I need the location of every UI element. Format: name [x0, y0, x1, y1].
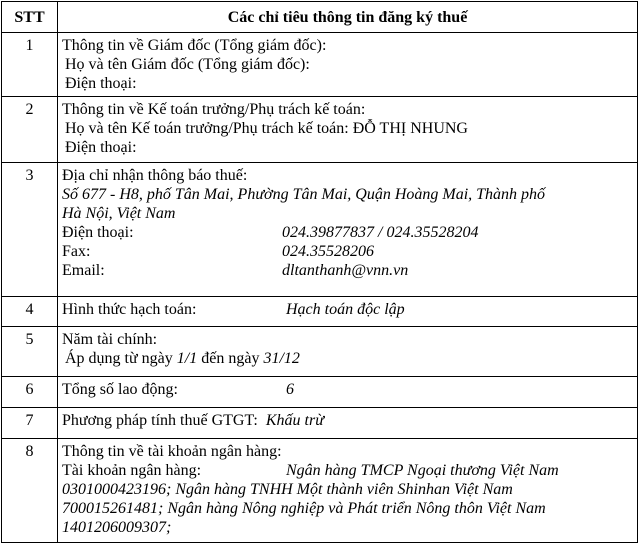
- row-content: [58, 327, 638, 377]
- tax-registration-table: [1, 1, 638, 543]
- header-title: Các chỉ tiêu thông tin đăng ký thuế: [58, 2, 638, 33]
- fax-line: [62, 242, 633, 261]
- table-row: [2, 377, 638, 408]
- fax-label: Fax:: [62, 243, 91, 260]
- header-stt: STT: [2, 2, 58, 33]
- fiscal-year-prefix: Áp dụng từ ngày: [65, 350, 177, 367]
- director-phone-label: Điện thoại:: [65, 75, 137, 92]
- bank-line-4: 1401206009307;: [62, 519, 172, 536]
- table-row: [2, 408, 638, 439]
- row-content: [58, 439, 638, 543]
- phone-value: 024.39877837 / 024.35528204: [282, 224, 479, 241]
- row-number: 2: [2, 97, 58, 163]
- bank-line-1: Ngân hàng TMCP Ngoại thương Việt Nam: [286, 462, 559, 479]
- employee-count-value: 6: [286, 381, 294, 398]
- bank-line-2: 0301000423196; Ngân hàng TNHH Một thành viên Shinhan Việt Nam: [62, 481, 513, 498]
- phone-label: Điện thoại:: [62, 224, 134, 241]
- table-row: [2, 327, 638, 377]
- row-number: 5: [2, 327, 58, 377]
- row-number: 8: [2, 439, 58, 543]
- employee-count-label: Tổng số lao động:: [62, 381, 178, 398]
- director-name-label: Họ và tên Giám đốc (Tổng giám đốc):: [65, 56, 310, 73]
- table-row: [2, 297, 638, 327]
- address-line-2: Hà Nội, Việt Nam: [62, 205, 176, 222]
- fiscal-year-to: 31/12: [263, 350, 300, 367]
- bank-info-title: Thông tin về tài khoản ngân hàng:: [62, 443, 282, 460]
- row-content: [58, 377, 638, 408]
- accounting-method-value: Hạch toán độc lập: [286, 301, 405, 318]
- director-title: Thông tin về Giám đốc (Tổng giám đốc):: [62, 37, 327, 54]
- row-content: [58, 97, 638, 163]
- table-row: [2, 163, 638, 297]
- accounting-method-label: Hình thức hạch toán:: [62, 301, 197, 318]
- header-row: [2, 2, 638, 33]
- row-number: 6: [2, 377, 58, 408]
- email-label: Email:: [62, 262, 105, 279]
- accountant-name-line: [62, 119, 633, 138]
- tax-notice-address-title: Địa chỉ nhận thông báo thuế:: [62, 167, 248, 184]
- accountant-name-label: Họ và tên Kế toán trưởng/Phụ trách kế toán:: [65, 120, 349, 137]
- bank-line-3: 700015261481; Ngân hàng Nông nghiệp và Phát triển Nông thôn Việt Nam: [62, 500, 546, 517]
- accountant-phone-label: Điện thoại:: [65, 139, 137, 156]
- phone-line: [62, 223, 633, 242]
- fax-value: 024.35528206: [282, 243, 374, 260]
- address-line-1: Số 677 - H8, phố Tân Mai, Phường Tân Mai, Quận Hoàng Mai, Thành phố: [62, 186, 546, 203]
- table-row: [2, 33, 638, 97]
- row-content: [58, 163, 638, 297]
- row-content: [58, 297, 638, 327]
- table-row: [2, 97, 638, 163]
- fiscal-year-from: 1/1: [176, 350, 198, 367]
- accountant-title: Thông tin về Kế toán trưởng/Phụ trách kế toán:: [62, 101, 366, 118]
- row-content: [58, 408, 638, 439]
- email-line: [62, 261, 633, 280]
- row-content: [58, 33, 638, 97]
- row-number: 1: [2, 33, 58, 97]
- bank-account-line: [62, 461, 633, 480]
- table-row: [2, 439, 638, 543]
- fiscal-year-title: Năm tài chính:: [62, 331, 158, 348]
- email-value: dltanthanh@vnn.vn: [282, 262, 409, 279]
- vat-method-label: Phương pháp tính thuế GTGT:: [62, 412, 258, 429]
- fiscal-year-mid: đến ngày: [197, 350, 264, 367]
- vat-method-value: Khấu trừ: [265, 412, 324, 429]
- bank-account-label: Tài khoản ngân hàng:: [62, 462, 202, 479]
- row-number: 4: [2, 297, 58, 327]
- row-number: 7: [2, 408, 58, 439]
- accountant-name-value: ĐỖ THỊ NHUNG: [352, 120, 468, 137]
- fiscal-year-line: [62, 349, 633, 368]
- row-number: 3: [2, 163, 58, 297]
